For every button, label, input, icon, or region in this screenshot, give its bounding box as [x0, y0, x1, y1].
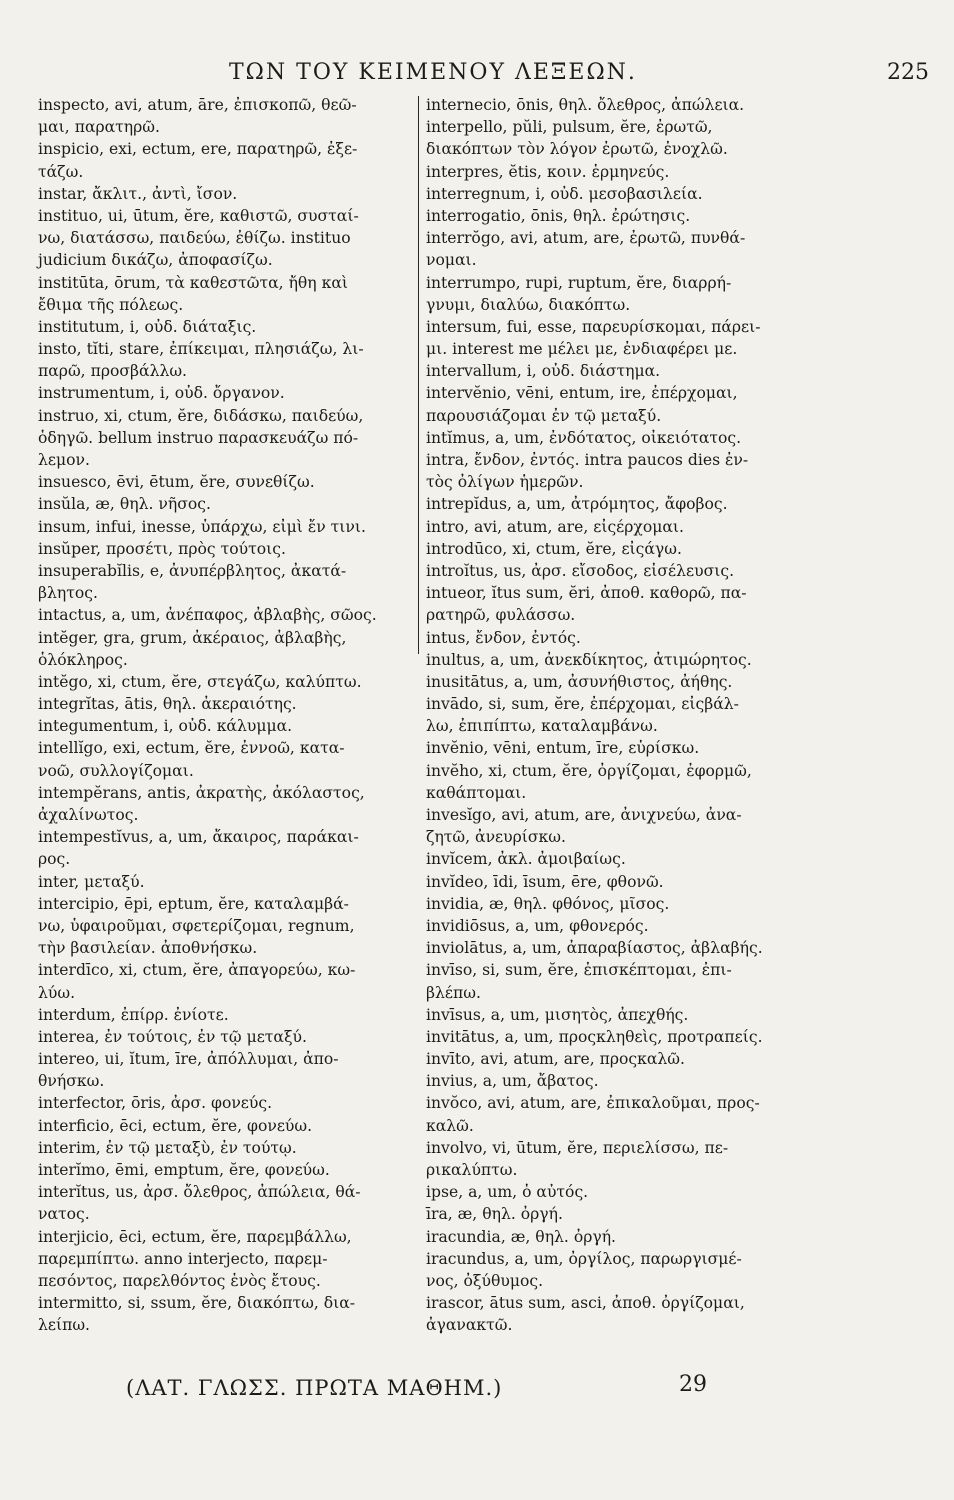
- dictionary-line: interĭmo, ēmi, emptum, ĕre, φονεύω.: [38, 1161, 330, 1179]
- page-number: 225: [887, 60, 929, 85]
- dictionary-line: λύω.: [38, 983, 76, 1002]
- dictionary-line: ὁλόκληρος.: [38, 650, 128, 669]
- dictionary-line: invĕnio, vēni, entum, īre, εὑρίσκω.: [426, 739, 700, 758]
- dictionary-line: παρουσιάζομαι ἐν τῷ μεταξύ.: [426, 406, 662, 425]
- dictionary-line: instrumentum, i, οὐδ. ὄργανον.: [38, 384, 285, 403]
- dictionary-line: iracundus, a, um, ὀργίλος, παρωργισμέ-: [426, 1249, 742, 1268]
- dictionary-line: introdūco, xi, ctum, ĕre, εἰςάγω.: [426, 539, 682, 558]
- dictionary-line: institutum, i, οὐδ. διάταξις.: [38, 317, 257, 336]
- dictionary-line: intempĕrans, antis, ἀκρατὴς, ἀκόλαστος,: [38, 783, 365, 802]
- dictionary-line: invius, a, um, ἄβατος.: [426, 1072, 599, 1091]
- dictionary-line: intro, avi, atum, are, εἰςέρχομαι.: [426, 517, 685, 536]
- dictionary-line: ὁδηγῶ. bellum instruo παρασκευάζω πό-: [38, 428, 359, 447]
- dictionary-line: īra, æ, θηλ. ὀργή.: [426, 1205, 563, 1224]
- dictionary-line: inviolātus, a, um, ἀπαραβίαστος, ἀβλαβής.: [426, 939, 763, 958]
- dictionary-line: μαι, παρατηρῶ.: [38, 118, 160, 137]
- right-column: [426, 94, 929, 1337]
- dictionary-line: ζητῶ, ἀνευρίσκω.: [426, 828, 566, 847]
- dictionary-line: integumentum, i, οὐδ. κάλυμμα.: [38, 717, 293, 736]
- dictionary-line: invitātus, a, um, προςκληθεὶς, προτραπείς.: [426, 1027, 763, 1046]
- dictionary-line: νατος.: [38, 1205, 90, 1224]
- dictionary-line: irascor, ātus sum, asci, ἀποθ. ὀργίζομαι,: [426, 1294, 745, 1313]
- dictionary-line: intus, ἔνδον, ἐντός.: [426, 628, 581, 647]
- dictionary-line: ἀχαλίνωτος.: [38, 806, 139, 824]
- dictionary-line: τάζω.: [38, 162, 84, 181]
- dictionary-line: insum, infui, inesse, ὑπάρχω, εἰμὶ ἔν τινι.: [38, 517, 366, 536]
- dictionary-line: διακόπτων τὸν λόγον ἐρωτῶ, ἐνοχλῶ.: [426, 140, 728, 159]
- page-footer: [24, 1372, 929, 1410]
- dictionary-line: invesĭgo, avi, atum, are, ἀνιχνεύω, ἀνα-: [426, 806, 742, 824]
- dictionary-line: invidiōsus, a, um, φθονερός.: [426, 916, 649, 935]
- dictionary-line: interfector, ōris, ἀρσ. φονεύς.: [38, 1094, 273, 1113]
- dictionary-line: institūta, ōrum, τὰ καθεστῶτα, ἤθη καὶ: [38, 273, 348, 292]
- dictionary-line: interim, ἐν τῷ μεταξὺ, ἐν τούτῳ.: [38, 1138, 297, 1157]
- dictionary-line: intĕger, gra, grum, ἀκέραιος, ἀβλαβὴς,: [38, 628, 347, 647]
- dictionary-line: interpres, ĕtis, κοιν. ἑρμηνεύς.: [426, 162, 670, 181]
- dictionary-line: integrĭtas, ātis, θηλ. ἀκεραιότης.: [38, 695, 297, 714]
- dictionary-line: βλητος.: [38, 584, 98, 603]
- dictionary-line: intactus, a, um, ἀνέπαφος, ἀβλαβὴς, σῶος.: [38, 606, 377, 625]
- dictionary-line: τὸς ὀλίγων ἡμερῶν.: [426, 473, 584, 492]
- dictionary-line: introĭtus, us, ἀρσ. εἴσοδος, εἰσέλευσις.: [426, 561, 735, 580]
- dictionary-line: intereo, ui, ĭtum, īre, ἀπόλλυμαι, ἀπο-: [38, 1050, 339, 1069]
- dictionary-line: intersum, fui, esse, παρευρίσκομαι, πάρει-: [426, 317, 761, 336]
- dictionary-line: interdum, ἐπίρρ. ἐνίοτε.: [38, 1005, 229, 1024]
- dictionary-line: intellĭgo, exi, ectum, ĕre, ἐννοῶ, κατα-: [38, 739, 345, 758]
- dictionary-line: interrŏgo, avi, atum, are, ἐρωτῶ, πυνθά-: [426, 229, 746, 248]
- dictionary-line: judicium δικάζω, ἀποφασίζω.: [38, 251, 273, 270]
- dictionary-line: invĭdeo, īdi, īsum, ēre, φθονῶ.: [426, 872, 664, 891]
- dictionary-line: insuesco, ēvi, ētum, ĕre, συνεθίζω.: [38, 473, 315, 492]
- dictionary-line: insŭper, προσέτι, πρὸς τούτοις.: [38, 539, 286, 558]
- dictionary-line: invīsus, a, um, μισητὸς, ἀπεχθής.: [426, 1005, 689, 1024]
- dictionary-line: θνήσκω.: [38, 1072, 105, 1091]
- dictionary-line: insŭla, æ, θηλ. νῆσος.: [38, 495, 211, 514]
- dictionary-line: interea, ἐν τούτοις, ἐν τῷ μεταξύ.: [38, 1027, 307, 1046]
- running-title: ΤΩΝ ΤΟΥ ΚΕΙΜΕΝΟΥ ΛΕΞΕΩΝ.: [229, 60, 637, 85]
- dictionary-line: intempestĭvus, a, um, ἄκαιρος, παράκαι-: [38, 828, 359, 847]
- dictionary-line: interrumpo, rupi, ruptum, ĕre, διαρρή-: [426, 273, 732, 292]
- dictionary-line: instruo, xi, ctum, ĕre, διδάσκω, παιδεύω,: [38, 406, 364, 425]
- dictionary-line: instituo, ui, ūtum, ĕre, καθιστῶ, συσταί-: [38, 206, 359, 225]
- dictionary-line: ἀγανακτῶ.: [426, 1316, 513, 1335]
- dictionary-line: invŏco, avi, atum, are, ἐπικαλοῦμαι, προς-: [426, 1094, 760, 1113]
- dictionary-line: καλῶ.: [426, 1116, 474, 1135]
- dictionary-line: παρεμπίπτω. anno interjecto, παρεμ-: [38, 1249, 328, 1268]
- dictionary-line: interdīco, xi, ctum, ĕre, ἀπαγορεύω, κω-: [38, 961, 356, 980]
- dictionary-line: νομαι.: [426, 251, 477, 270]
- dictionary-line: invĭcem, ἀκλ. ἀμοιβαίως.: [426, 850, 626, 869]
- left-column: [38, 94, 414, 1337]
- dictionary-line: interrogatio, ōnis, θηλ. ἐρώτησις.: [426, 206, 691, 225]
- dictionary-line: interregnum, i, οὐδ. μεσοβασιλεία.: [426, 184, 703, 203]
- dictionary-line: τὴν βασιλείαν. ἀποθνήσκω.: [38, 939, 258, 958]
- dictionary-line: inspicio, exi, ectum, ere, παρατηρῶ, ἐξε-: [38, 140, 358, 159]
- dictionary-line: invādo, si, sum, ĕre, ἐπέρχομαι, εἰςβάλ-: [426, 695, 739, 714]
- dictionary-line: intermitto, si, ssum, ĕre, διακόπτω, δια-: [38, 1294, 356, 1313]
- dictionary-line: νος, ὀξύθυμος.: [426, 1271, 544, 1290]
- dictionary-line: λω, ἐπιπίπτω, καταλαμβάνω.: [426, 717, 658, 736]
- dictionary-line: ρος.: [38, 850, 71, 869]
- dictionary-line: παρῶ, προσβάλλω.: [38, 362, 188, 381]
- dictionary-line: νω, ὑφαιροῦμαι, σφετερίζομαι, regnum,: [38, 916, 355, 935]
- dictionary-line: interĭtus, us, ἀρσ. ὄλεθρος, ἀπώλεια, θά-: [38, 1183, 361, 1202]
- dictionary-line: invĕho, xi, ctum, ĕre, ὀργίζομαι, ἐφορμῶ,: [426, 761, 752, 780]
- dictionary-line: internecio, ōnis, θηλ. ὄλεθρος, ἀπώλεια.: [426, 96, 745, 114]
- dictionary-line: intrepĭdus, a, um, ἀτρόμητος, ἄφοβος.: [426, 495, 728, 514]
- dictionary-line: inspecto, avi, atum, āre, ἐπισκοπῶ, θεῶ-: [38, 96, 357, 114]
- dictionary-line: inusitātus, a, um, ἀσυνήθιστος, ἀήθης.: [426, 672, 733, 691]
- dictionary-line: βλέπω.: [426, 983, 481, 1002]
- dictionary-line: νω, διατάσσω, παιδεύω, ἐθίζω. instituo: [38, 229, 351, 248]
- dictionary-line: involvo, vi, ūtum, ĕre, περιελίσσω, πε-: [426, 1138, 729, 1157]
- page-header: [24, 60, 929, 90]
- dictionary-line: inter, μεταξύ.: [38, 872, 145, 891]
- dictionary-line: μι. interest me μέλει με, ἐνδιαφέρει με.: [426, 340, 738, 359]
- dictionary-line: iracundia, æ, θηλ. ὀργή.: [426, 1227, 617, 1246]
- dictionary-line: ρικαλύπτω.: [426, 1161, 518, 1179]
- dictionary-line: invīso, si, sum, ĕre, ἐπισκέπτομαι, ἐπι-: [426, 961, 732, 980]
- dictionary-line: insuperabĭlis, e, ἀνυπέρβλητος, ἀκατά-: [38, 561, 347, 580]
- dictionary-line: instar, ἄκλιτ., ἀντὶ, ἴσον.: [38, 184, 238, 203]
- dictionary-line: λεμον.: [38, 451, 90, 469]
- dictionary-line: inultus, a, um, ἀνεκδίκητος, ἀτιμώρητος.: [426, 650, 752, 669]
- dictionary-line: intervallum, i, οὐδ. διάστημα.: [426, 362, 661, 381]
- dictionary-line: intueor, ĭtus sum, ĕri, ἀποθ. καθορῶ, πα-: [426, 584, 747, 603]
- dictionary-line: intercipio, ēpi, eptum, ĕre, καταλαμβά-: [38, 894, 349, 913]
- sheet-number: 29: [679, 1372, 707, 1397]
- dictionary-line: interficio, ēci, ectum, ĕre, φονεύω.: [38, 1116, 313, 1135]
- dictionary-line: γνυμι, διαλύω, διακόπτω.: [426, 295, 631, 314]
- dictionary-line: intervĕnio, vēni, entum, ire, ἐπέρχομαι,: [426, 384, 738, 403]
- dictionary-line: insto, tĭti, stare, ἐπίκειμαι, πλησιάζω, λι-: [38, 340, 364, 359]
- dictionary-line: invīto, avi, atum, are, προςκαλῶ.: [426, 1050, 685, 1069]
- dictionary-line: ipse, a, um, ὁ αὐτός.: [426, 1183, 589, 1202]
- signature-mark: (ΛΑΤ. ΓΛΩΣΣ. ΠΡΩΤΑ ΜΑΘΗΜ.): [126, 1376, 503, 1400]
- dictionary-line: intĭmus, a, um, ἐνδότατος, οἰκειότατος.: [426, 428, 742, 447]
- dictionary-line: interpello, pŭli, pulsum, ĕre, ἐρωτῶ,: [426, 118, 713, 137]
- dictionary-line: intĕgo, xi, ctum, ĕre, στεγάζω, καλύπτω.: [38, 672, 362, 691]
- dictionary-line: ρατηρῶ, φυλάσσω.: [426, 606, 576, 625]
- column-divider: [418, 96, 419, 654]
- dictionary-line: ἔθιμα τῆς πόλεως.: [38, 295, 184, 314]
- dictionary-line: λείπω.: [38, 1316, 90, 1335]
- dictionary-line: intra, ἔνδον, ἐντός. intra paucos dies ἐν-: [426, 451, 749, 469]
- dictionary-line: invidia, æ, θηλ. φθόνος, μῖσος.: [426, 894, 670, 913]
- dictionary-line: νοῶ, συλλογίζομαι.: [38, 761, 194, 780]
- dictionary-line: πεσόντος, παρελθόντος ἑνὸς ἔτους.: [38, 1271, 321, 1290]
- dictionary-line: καθάπτομαι.: [426, 783, 527, 802]
- dictionary-line: interjicio, ēci, ectum, ĕre, παρεμβάλλω,: [38, 1227, 352, 1246]
